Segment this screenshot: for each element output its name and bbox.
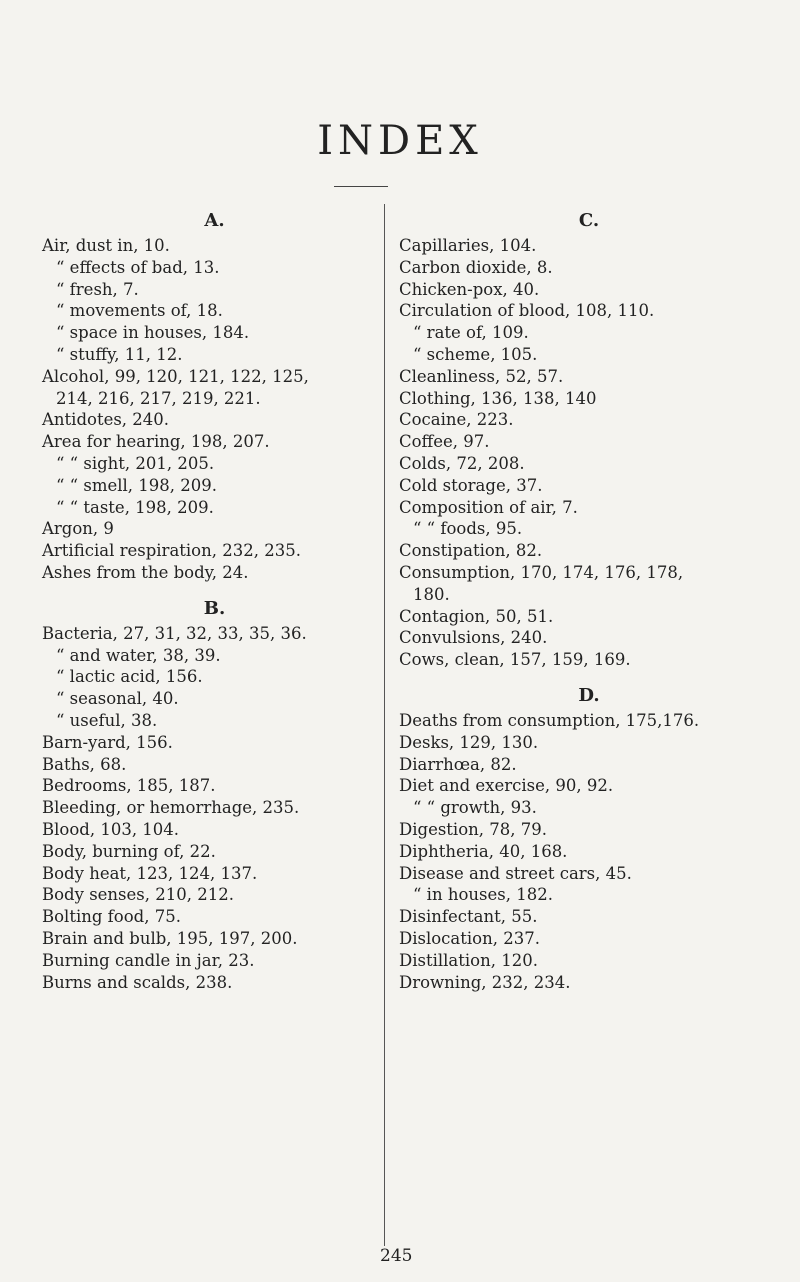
left-column (42, 206, 387, 993)
index-entry: Air, dust in, 10. (42, 236, 170, 255)
index-entry: Cleanliness, 52, 57. (399, 366, 564, 386)
index-entry: Contagion, 50, 51. (399, 606, 554, 626)
index-entry: Body, burning of, 22. (42, 841, 216, 861)
index-entry: Diet and exercise, 90, 92. (399, 776, 614, 796)
index-entry: “ “ taste, 198, 209. (56, 497, 214, 517)
index-entry: Bleeding, or hemorrhage, 235. (42, 798, 300, 818)
index-entry: Disease and street cars, 45. (399, 863, 632, 883)
index-entry: Baths, 68. (42, 754, 127, 774)
section-letter-d: D. (578, 684, 600, 706)
index-entry: Coffee, 97. (399, 432, 490, 452)
index-entry: Body senses, 210, 212. (42, 885, 234, 905)
index-entry: Disinfectant, 55. (399, 907, 538, 927)
index-entry: Bedrooms, 185, 187. (42, 776, 216, 796)
index-entry: Diphtheria, 40, 168. (399, 841, 568, 861)
index-entry: Diarrhœa, 82. (399, 754, 517, 774)
index-entry: Artificial respiration, 232, 235. (42, 541, 301, 561)
index-entry: Cocaine, 223. (399, 410, 514, 430)
index-entry: Colds, 72, 208. (399, 453, 525, 473)
index-entry: “ rate of, 109. (413, 323, 529, 343)
index-entry: Desks, 129, 130. (399, 732, 539, 752)
index-entry: Argon, 9 (42, 519, 114, 539)
index-entry: Burns and scalds, 238. (42, 972, 233, 992)
index-entry: Barn-yard, 156. (42, 732, 173, 752)
index-entry: Circulation of blood, 108, 110. (399, 301, 655, 321)
index-entry: Ashes from the body, 24. (42, 562, 249, 582)
index-entry: Distillation, 120. (399, 950, 538, 970)
index-entry: 180. (413, 584, 450, 604)
index-entry: Antidotes, 240. (42, 410, 170, 430)
index-entry: “ useful, 38. (56, 710, 158, 730)
index-entry: Cold storage, 37. (399, 475, 543, 495)
index-entry: Cows, clean, 157, 159, 169. (399, 650, 631, 670)
index-entry: “ “ foods, 95. (413, 519, 523, 539)
index-entry: Constipation, 82. (399, 541, 543, 561)
index-entry: Capillaries, 104. (399, 236, 537, 255)
index-entry: Clothing, 136, 138, 140 (399, 388, 597, 408)
title-rule (334, 186, 388, 187)
index-entry: “ effects of bad, 13. (56, 257, 220, 277)
section-c-entries (399, 235, 779, 671)
section-letter-a: A. (204, 210, 225, 231)
index-entry: “ in houses, 182. (413, 885, 553, 905)
index-entry: “ seasonal, 40. (56, 689, 179, 709)
section-letter-b: B. (203, 597, 226, 619)
index-entry: “ fresh, 7. (56, 279, 139, 299)
index-entry: Carbon dioxide, 8. (399, 257, 553, 277)
section-a-entries (42, 235, 387, 584)
index-entry: Deaths from consumption, 175,176. (399, 710, 700, 730)
index-entry: Composition of air, 7. (399, 497, 578, 517)
section-b-entries (42, 623, 387, 994)
index-entry: “ lactic acid, 156. (56, 667, 203, 687)
index-entry: Bolting food, 75. (42, 907, 181, 927)
index-entry: “ and water, 38, 39. (56, 645, 221, 665)
page-title: INDEX (317, 118, 483, 164)
section-letter-c: C. (578, 210, 600, 231)
index-entry: Bacteria, 27, 31, 32, 33, 35, 36. (42, 623, 307, 643)
section-d-entries (399, 710, 779, 993)
index-entry: Burning candle in jar, 23. (42, 950, 255, 970)
index-entry: “ “ growth, 93. (413, 798, 537, 818)
index-entry: Alcohol, 99, 120, 121, 122, 125, (42, 366, 309, 386)
index-entry: Blood, 103, 104. (42, 819, 180, 839)
index-entry: Digestion, 78, 79. (399, 819, 547, 839)
index-entry: Brain and bulb, 195, 197, 200. (42, 928, 298, 948)
page-number: 245 (380, 1246, 413, 1266)
index-entry: “ “ smell, 198, 209. (56, 475, 218, 495)
index-entry: “ stuffy, 11, 12. (56, 344, 183, 364)
index-entry: Consumption, 170, 174, 176, 178, (399, 562, 684, 582)
index-entry: Drowning, 232, 234. (399, 972, 571, 992)
index-entry: Chicken-pox, 40. (399, 279, 540, 299)
index-entry: 214, 216, 217, 219, 221. (56, 388, 261, 408)
index-entry: Area for hearing, 198, 207. (42, 432, 270, 452)
index-entry: Convulsions, 240. (399, 628, 548, 648)
index-entry: “ scheme, 105. (413, 344, 538, 364)
index-entry: “ space in houses, 184. (56, 323, 250, 343)
index-entry: “ movements of, 18. (56, 301, 223, 321)
index-entry: Body heat, 123, 124, 137. (42, 863, 258, 883)
index-entry: “ “ sight, 201, 205. (56, 453, 215, 473)
index-entry: Dislocation, 237. (399, 928, 540, 948)
right-column (399, 206, 779, 993)
